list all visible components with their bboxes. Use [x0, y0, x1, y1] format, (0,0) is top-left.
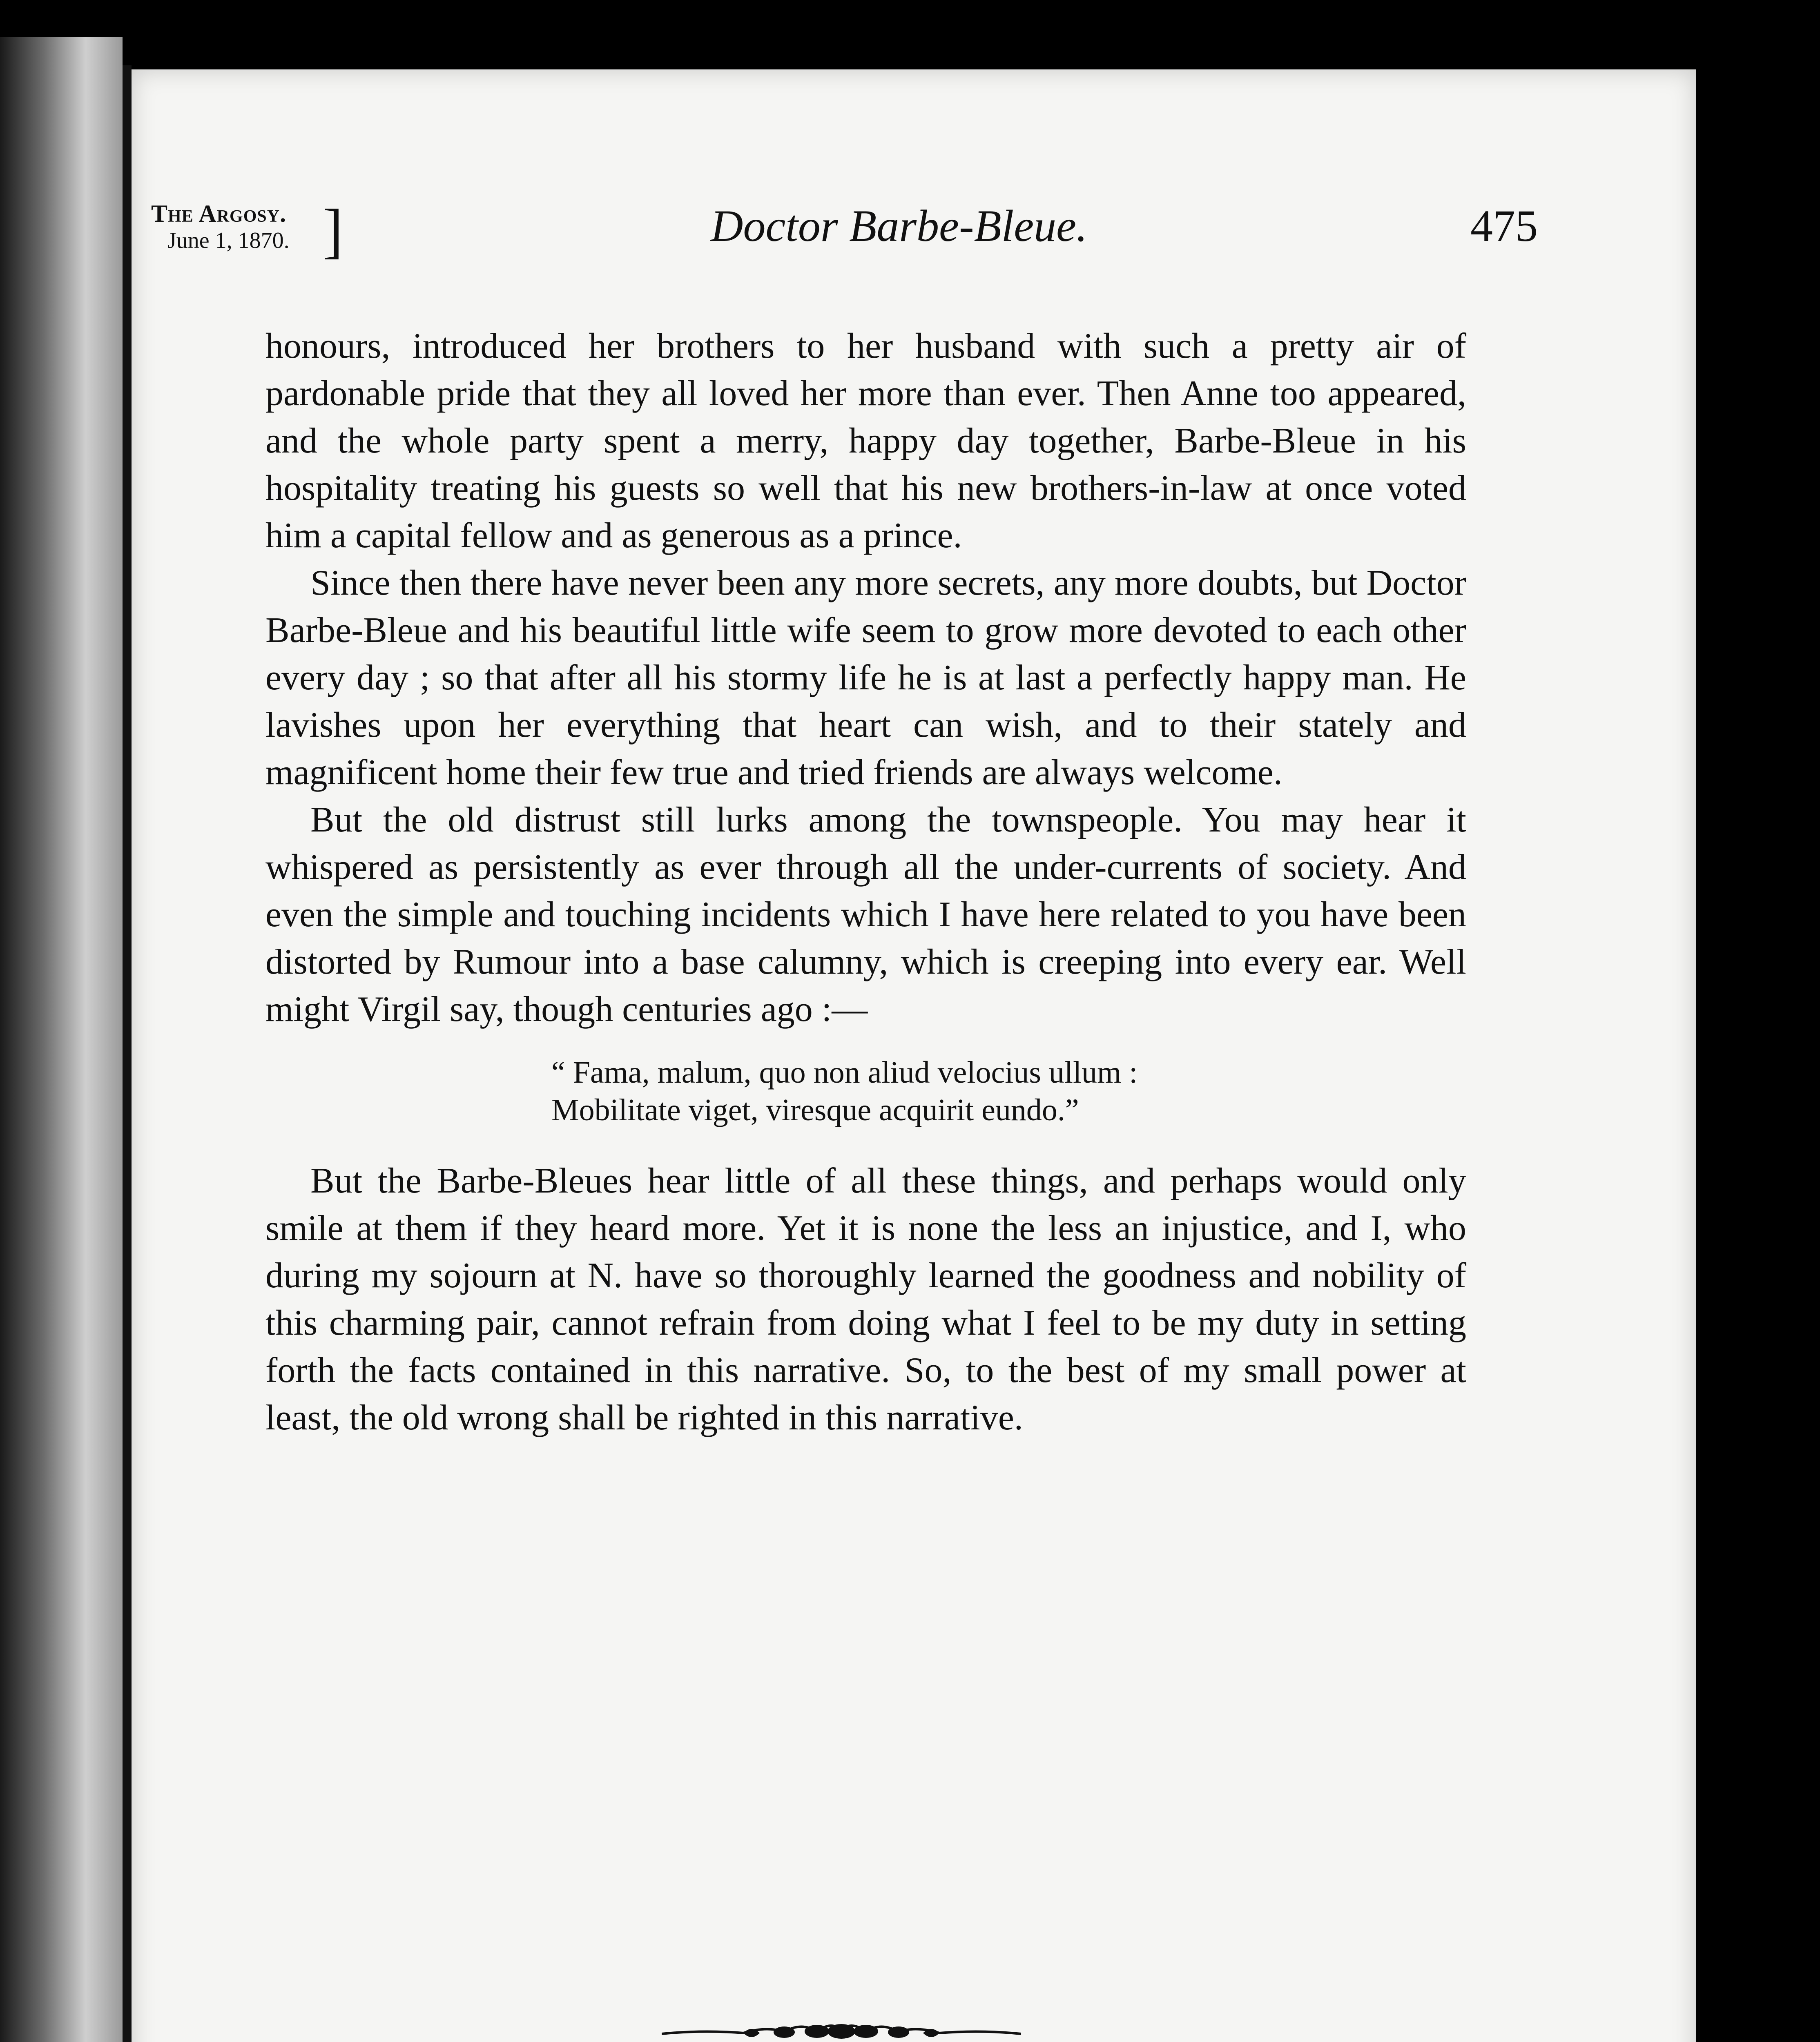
- citation-bracket: ]: [323, 197, 343, 265]
- paragraph: honours, introduced her brothers to her husband with such a pretty air of pardonable pride that they all loved her more than ever. Then Anne too appeared, and the whole party spent a merry, happy day together, Barbe-Bleue in his hospitality treating his guests so well that his new brothers-in-law at once voted him a capital fellow and as generous as a prince.: [265, 326, 1466, 555]
- magazine-citation: [151, 197, 343, 290]
- quote-line: “ Fama, malum, quo non aliud velocius ullum :: [551, 1055, 1138, 1090]
- book-spine: [123, 65, 132, 2042]
- page-header: [151, 188, 1538, 310]
- left-page-edge: [0, 37, 123, 2042]
- page-number: 475: [1470, 201, 1538, 251]
- issue-date: June 1, 1870.: [167, 228, 290, 253]
- magazine-name: The Argosy.: [151, 200, 287, 227]
- article-body: [265, 323, 1466, 1442]
- end-ornament: [662, 2017, 1021, 2042]
- paragraph: But the Barbe-Bleues hear little of all these things, and perhaps would only smile at them if they heard more. Yet it is none the less an injustice, and I, who during my sojourn at N. have so thoroughly learned the goodness and nobility of this charming pair, cannot refrain from doing what I feel to be my duty in setting forth the facts contained in this narrative. So, to the best of my small power at least, the old wrong shall be righted in this narrative.: [265, 1161, 1466, 1438]
- quote-line: Mobilitate viget, viresque acquirit eundo.”: [551, 1093, 1079, 1127]
- running-title: Doctor Barbe-Bleue.: [711, 201, 1088, 251]
- paragraph: Since then there have never been any more secrets, any more doubts, but Doctor Barbe-Bleue and his beautiful little wife seem to grow more devoted to each other every day ; so that after all his stormy life he is at last a perfectly happy man. He lavishes upon her everything that heart can wish, and to their stately and magnificent home their few true and tried friends are always welcome.: [265, 563, 1466, 792]
- paragraph: But the old distrust still lurks among the townspeople. You may hear it whispered as persistently as ever through all the under-currents of society. And even the simple and touching incidents which I have here related to you have been distorted by Rumour into a base calumny, which is creeping into every ear. Well might Virgil say, though centuries ago :—: [265, 800, 1466, 1029]
- latin-quotation: [551, 1054, 1205, 1129]
